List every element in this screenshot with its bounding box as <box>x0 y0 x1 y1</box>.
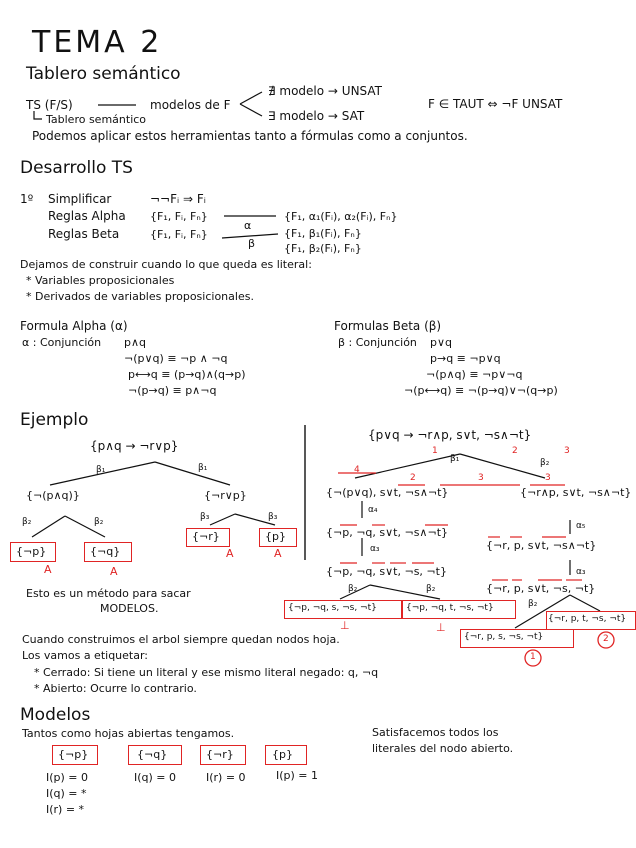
example-beta1-left: β₁ <box>96 465 106 475</box>
open-mark: A <box>274 547 282 560</box>
unsat-text: ∄ modelo → UNSAT <box>268 84 382 98</box>
bullet-variables: * Variables proposicionales <box>26 274 175 287</box>
beta-rule-right-2: {F₁, β₂(Fᵢ), Fₙ} <box>284 242 362 255</box>
big-leaf-rl: {¬r, p, s, ¬s, ¬t} <box>464 632 544 642</box>
big-alpha3-right: α₃ <box>576 567 586 577</box>
open-mark: A <box>226 547 234 560</box>
interp-r0: I(r) = 0 <box>206 771 246 784</box>
ts-label: TS (F/S) <box>26 98 73 112</box>
beta-rule-label: Reglas Beta <box>48 227 120 241</box>
method-note-2: MODELOS. <box>100 602 159 615</box>
simplificar-label: Simplificar <box>48 192 112 206</box>
big-alpha4: α₄ <box>368 505 378 515</box>
big-num-4: 4 <box>354 465 360 475</box>
big-right-2: {¬r, p, s∨t, ¬s∧¬t} <box>486 539 597 552</box>
big-leaf-ll: {¬p, ¬q, s, ¬s, ¬t} <box>288 603 377 613</box>
example-beta3-right: β₃ <box>268 512 278 522</box>
alpha-f4: ¬(p→q) ≡ p∧¬q <box>128 384 217 397</box>
big-beta2-right-branch: β₂ <box>528 599 538 609</box>
satisfy-1: Satisfacemos todos los <box>372 726 499 739</box>
alpha-symbol: α <box>244 219 252 232</box>
example-beta2-left: β₂ <box>22 517 32 527</box>
model-leaf-4: {p} <box>272 748 293 761</box>
beta-conj-label: β : Conjunción <box>338 336 417 349</box>
beta-rule-right-1: {F₁, β₁(Fᵢ), Fₙ} <box>284 227 362 240</box>
page-title: TEMA 2 <box>32 25 163 60</box>
heading-modelos: Modelos <box>20 705 91 725</box>
example-beta2-right: β₂ <box>94 517 104 527</box>
alpha-f3: p⟷q ≡ (p→q)∧(q→p) <box>128 368 246 381</box>
beta-rule-left: {F₁, Fᵢ, Fₙ} <box>150 228 208 241</box>
circled-two: 2 <box>603 634 609 644</box>
interp-q-any: I(q) = * <box>46 787 87 800</box>
open-def: * Abierto: Ocurre lo contrario. <box>34 682 197 695</box>
stop-text: Dejamos de construir cuando lo que queda es literal: <box>20 258 312 271</box>
closed-mark: ⊥ <box>436 621 446 634</box>
big-root: {p∨q → ¬r∧p, s∨t, ¬s∧¬t} <box>368 428 532 442</box>
big-beta2: β₂ <box>540 458 550 468</box>
big-leaf-rr: {¬r, p, t, ¬s, ¬t} <box>548 614 627 624</box>
sub-label: Tablero semántico <box>46 113 147 126</box>
label-text: Los vamos a etiquetar: <box>22 649 149 662</box>
heading-desarrollo: Desarrollo TS <box>20 158 133 178</box>
beta-f2: p→q ≡ ¬p∨q <box>430 352 501 365</box>
interp-p1: I(p) = 1 <box>276 769 319 782</box>
beta-symbol: β <box>248 237 256 250</box>
alpha-rule-label: Reglas Alpha <box>48 209 126 223</box>
tree-leaves-text: Cuando construimos el arbol siempre quedan nodos hoja. <box>22 633 340 646</box>
alpha-rule-left: {F₁, Fᵢ, Fₙ} <box>150 210 208 223</box>
big-beta2-right: β₂ <box>426 584 436 594</box>
heading-tablero: Tablero semántico <box>26 64 181 84</box>
example-beta1-right: β₁ <box>198 463 208 473</box>
desc-text: Podemos aplicar estos herramientas tanto a fórmulas como a conjuntos. <box>32 129 468 143</box>
open-mark: A <box>44 563 52 576</box>
interp-r-any: I(r) = * <box>46 803 85 816</box>
big-alpha3-left: α₃ <box>370 544 380 554</box>
open-mark: A <box>110 565 118 578</box>
example-leaf-p: {p} <box>265 530 286 543</box>
satisfy-2: literales del nodo abierto. <box>372 742 514 755</box>
example-left-node: {¬(p∧q)} <box>26 489 80 502</box>
big-right-3: {¬r, p, s∨t, ¬s, ¬t} <box>486 582 596 595</box>
big-num-3b: 3 <box>478 473 484 483</box>
alpha-f2: ¬(p∨q) ≡ ¬p ∧ ¬q <box>124 352 228 365</box>
beta-f4: ¬(p⟷q) ≡ ¬(p→q)∨¬(q→p) <box>404 384 558 397</box>
big-left-2: {¬p, ¬q, s∨t, ¬s∧¬t} <box>326 526 448 539</box>
method-note-1: Esto es un método para sacar <box>26 587 191 600</box>
closed-def: * Cerrado: Si tiene un literal y ese mismo literal negado: q, ¬q <box>34 666 379 679</box>
example-leaf-notq: {¬q} <box>90 545 121 558</box>
modelos-label: modelos de F <box>150 98 231 112</box>
heading-alpha: Formula Alpha (α) <box>20 319 128 333</box>
bullet-derivados: * Derivados de variables proposicionales. <box>26 290 254 303</box>
circled-one: 1 <box>530 652 536 662</box>
big-beta1: β₁ <box>450 454 460 464</box>
sat-text: ∃ modelo → SAT <box>268 109 365 123</box>
example-beta3-left: β₃ <box>200 512 210 522</box>
heading-ejemplo: Ejemplo <box>20 410 89 430</box>
big-num-5: 3 <box>545 473 551 483</box>
example-right-node: {¬r∨p} <box>204 489 247 502</box>
big-num-2: 2 <box>512 446 518 456</box>
example-leaf-notr: {¬r} <box>192 530 220 543</box>
beta-f3: ¬(p∧q) ≡ ¬p∨¬q <box>426 368 523 381</box>
step-num: 1º <box>20 192 34 206</box>
alpha-rule-right: {F₁, α₁(Fᵢ), α₂(Fᵢ), Fₙ} <box>284 210 398 223</box>
interp-q0: I(q) = 0 <box>134 771 177 784</box>
model-leaf-1: {¬p} <box>58 748 89 761</box>
big-left-3: {¬p, ¬q, s∨t, ¬s, ¬t} <box>326 565 447 578</box>
interp-p0: I(p) = 0 <box>46 771 89 784</box>
model-leaf-2: {¬q} <box>137 748 168 761</box>
example-root: {p∧q → ¬r∨p} <box>90 439 179 453</box>
simplificar-rule: ¬¬Fᵢ ⇒ Fᵢ <box>150 192 206 206</box>
alpha-conj-label: α : Conjunción <box>22 336 102 349</box>
example-leaf-notp: {¬p} <box>16 545 47 558</box>
heading-beta: Formulas Beta (β) <box>334 319 442 333</box>
big-leaf-lr: {¬p, ¬q, t, ¬s, ¬t} <box>406 603 494 613</box>
big-right-1: {¬r∧p, s∨t, ¬s∧¬t} <box>520 486 632 499</box>
alpha-f1: p∧q <box>124 336 147 349</box>
big-num-2b: 2 <box>410 473 416 483</box>
big-num-3: 3 <box>564 446 570 456</box>
model-leaf-3: {¬r} <box>206 748 234 761</box>
big-alpha5: α₅ <box>576 521 586 531</box>
beta-f1: p∨q <box>430 336 453 349</box>
big-beta2-left: β₂ <box>348 584 358 594</box>
big-left-1: {¬(p∨q), s∨t, ¬s∧¬t} <box>326 486 449 499</box>
models-line: Tantos como hojas abiertas tengamos. <box>22 727 235 740</box>
big-num-1: 1 <box>432 446 438 456</box>
taut-text: F ∈ TAUT ⇔ ¬F UNSAT <box>428 97 563 111</box>
closed-mark: ⊥ <box>340 619 350 632</box>
